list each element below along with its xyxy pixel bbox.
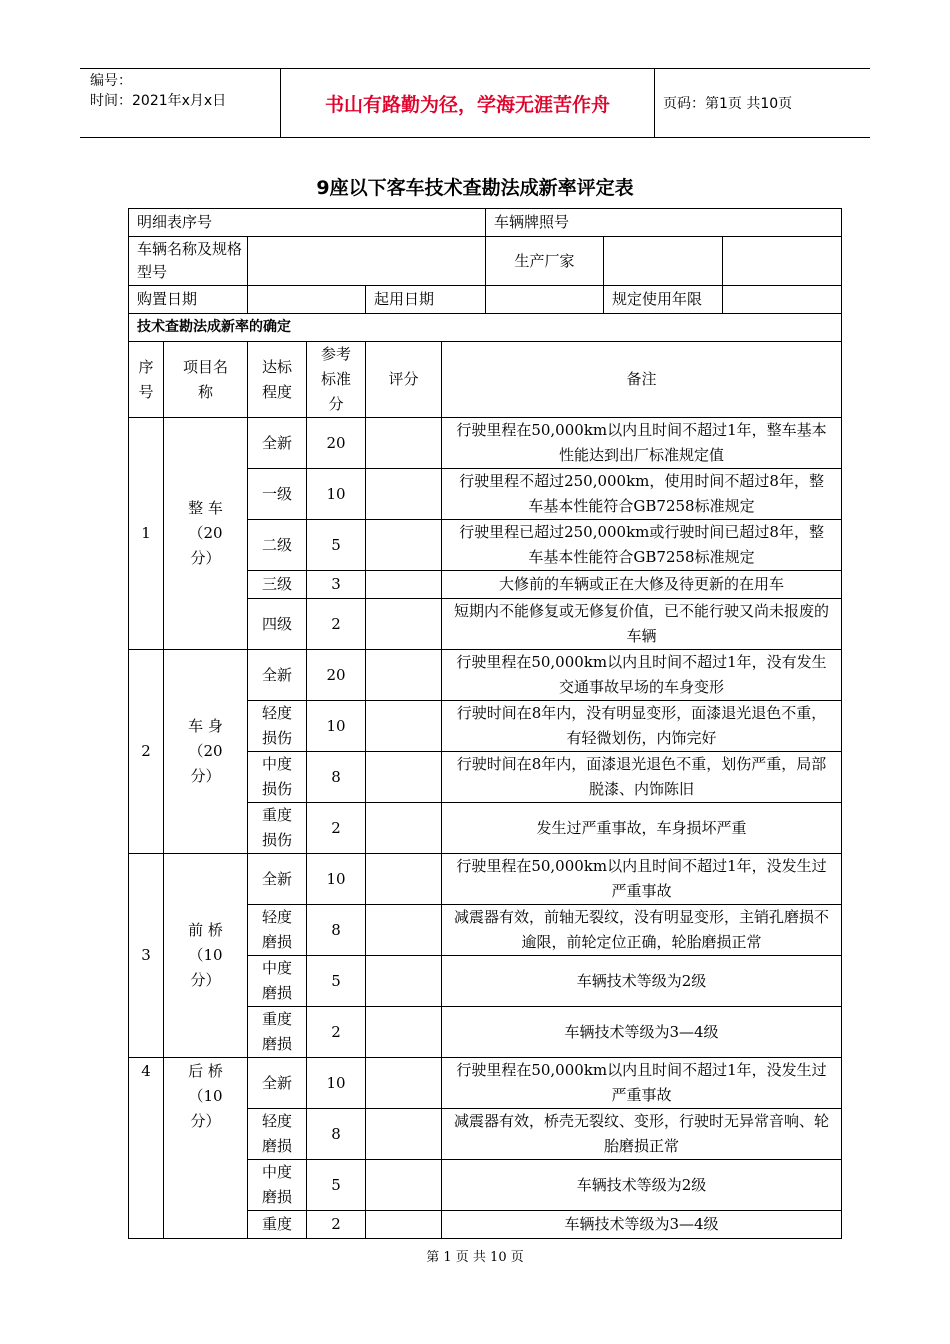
level-cell: 四级 — [248, 599, 307, 650]
score-input-cell — [366, 1109, 442, 1160]
time-label: 时间：2021年x月x日 — [90, 93, 227, 109]
col-score: 评分 — [366, 342, 442, 418]
group-points: （10分） — [188, 946, 223, 989]
group-name: 前 桥 — [188, 921, 223, 939]
score-row — [129, 418, 842, 469]
group-name: 整 车 — [188, 499, 223, 517]
start-date-value — [486, 286, 604, 314]
ref-score-cell: 10 — [307, 701, 366, 752]
vehicle-name-value — [248, 237, 486, 286]
score-input-cell — [366, 905, 442, 956]
remark-cell: 车辆技术等级为3—4级 — [442, 1007, 842, 1058]
page-header — [80, 68, 870, 138]
score-input-cell — [366, 418, 442, 469]
evaluation-table — [128, 208, 842, 1239]
level-cell: 中度磨损 — [248, 1160, 307, 1211]
group-no: 1 — [129, 418, 164, 650]
detail-no-label: 明细表序号 — [129, 209, 486, 237]
remark-cell: 发生过严重事故，车身损坏严重 — [442, 803, 842, 854]
score-input-cell — [366, 571, 442, 599]
remark-cell: 行驶里程在50,000km以内且时间不超过1年，没发生过严重事故 — [442, 854, 842, 905]
group-points: （10分） — [188, 1087, 223, 1130]
level-cell: 三级 — [248, 571, 307, 599]
header-slogan: 书山有路勤为径，学海无涯苦作舟 — [280, 69, 655, 137]
manufacturer-extra — [723, 237, 842, 286]
manufacturer-value — [604, 237, 723, 286]
remark-cell: 行驶里程已超过250,000km或行驶时间已超过8年，整车基本性能符合GB7258标准规定 — [442, 520, 842, 571]
vehicle-name-label: 车辆名称及规格型号 — [129, 237, 248, 286]
remark-cell: 行驶里程在50,000km以内且时间不超过1年，没有发生交通事故早场的车身变形 — [442, 650, 842, 701]
remark-cell: 减震器有效，前轴无裂纹，没有明显变形，主销孔磨损不逾限，前轮定位正确，轮胎磨损正常 — [442, 905, 842, 956]
group-no: 4 — [129, 1058, 164, 1239]
service-life-value — [723, 286, 842, 314]
plate-no-label: 车辆牌照号 — [486, 209, 842, 237]
ref-score-cell: 2 — [307, 1007, 366, 1058]
group-name-cell — [164, 418, 248, 650]
level-cell: 轻度磨损 — [248, 905, 307, 956]
info-row-2 — [129, 237, 842, 286]
remark-cell: 车辆技术等级为3—4级 — [442, 1211, 842, 1239]
level-cell: 一级 — [248, 469, 307, 520]
group-points: （20分） — [188, 524, 223, 567]
level-cell: 重度磨损 — [248, 1007, 307, 1058]
remark-cell: 行驶时间在8年内，面漆退光退色不重，划伤严重，局部脱漆、内饰陈旧 — [442, 752, 842, 803]
score-input-cell — [366, 803, 442, 854]
remark-cell: 行驶里程在50,000km以内且时间不超过1年，没发生过严重事故 — [442, 1058, 842, 1109]
col-ref: 参考标准分 — [307, 342, 366, 418]
ref-score-cell: 8 — [307, 905, 366, 956]
ref-score-cell: 8 — [307, 1109, 366, 1160]
score-input-cell — [366, 1160, 442, 1211]
level-cell: 全新 — [248, 650, 307, 701]
remark-cell: 行驶时间在8年内，没有明显变形，面漆退光退色不重，有轻微划伤，内饰完好 — [442, 701, 842, 752]
group-name-cell — [164, 650, 248, 854]
score-input-cell — [366, 1007, 442, 1058]
header-meta — [80, 69, 280, 137]
score-input-cell — [366, 520, 442, 571]
level-cell: 轻度磨损 — [248, 1109, 307, 1160]
level-cell: 中度损伤 — [248, 752, 307, 803]
col-no: 序号 — [129, 342, 164, 418]
score-input-cell — [366, 752, 442, 803]
group-name: 后 桥 — [188, 1062, 223, 1080]
level-cell: 全新 — [248, 854, 307, 905]
ref-score-cell: 8 — [307, 752, 366, 803]
remark-cell: 短期内不能修复或无修复价值，已不能行驶又尚未报废的车辆 — [442, 599, 842, 650]
col-remark: 备注 — [442, 342, 842, 418]
header-page-code: 页码：第1页 共10页 — [663, 96, 793, 112]
remark-cell: 车辆技术等级为2级 — [442, 1160, 842, 1211]
page-footer: 第 1 页 共 10 页 — [426, 1250, 524, 1265]
ref-score-cell: 2 — [307, 803, 366, 854]
section-title: 技术查勘法成新率的确定 — [129, 314, 842, 342]
document-title: 9座以下客车技术查勘法成新率评定表 — [316, 177, 634, 199]
ref-score-cell: 20 — [307, 418, 366, 469]
manufacturer-label: 生产厂家 — [486, 237, 604, 286]
purchase-date-value — [248, 286, 366, 314]
score-input-cell — [366, 599, 442, 650]
col-level: 达标程度 — [248, 342, 307, 418]
remark-cell: 大修前的车辆或正在大修及待更新的在用车 — [442, 571, 842, 599]
ref-score-cell: 5 — [307, 1160, 366, 1211]
column-header-row — [129, 342, 842, 418]
number-label: 编号： — [90, 73, 132, 89]
remark-cell: 车辆技术等级为2级 — [442, 956, 842, 1007]
group-no: 2 — [129, 650, 164, 854]
level-cell: 全新 — [248, 1058, 307, 1109]
ref-score-cell: 2 — [307, 1211, 366, 1239]
score-input-cell — [366, 854, 442, 905]
level-cell: 中度磨损 — [248, 956, 307, 1007]
ref-score-cell: 20 — [307, 650, 366, 701]
score-input-cell — [366, 956, 442, 1007]
group-name: 车 身 — [188, 717, 223, 735]
level-cell: 全新 — [248, 418, 307, 469]
group-name-cell — [164, 1058, 248, 1239]
remark-cell: 行驶里程不超过250,000km，使用时间不超过8年，整车基本性能符合GB7258标准规定 — [442, 469, 842, 520]
remark-cell: 减震器有效，桥壳无裂纹、变形，行驶时无异常音响、轮胎磨损正常 — [442, 1109, 842, 1160]
start-date-label: 起用日期 — [366, 286, 486, 314]
ref-score-cell: 2 — [307, 599, 366, 650]
score-input-cell — [366, 650, 442, 701]
info-row-3 — [129, 286, 842, 314]
purchase-date-label: 购置日期 — [129, 286, 248, 314]
score-row — [129, 854, 842, 905]
info-row-1 — [129, 209, 842, 237]
service-life-label: 规定使用年限 — [604, 286, 723, 314]
score-input-cell — [366, 1058, 442, 1109]
score-input-cell — [366, 1211, 442, 1239]
level-cell: 重度损伤 — [248, 803, 307, 854]
score-row — [129, 1058, 842, 1109]
level-cell: 二级 — [248, 520, 307, 571]
ref-score-cell: 5 — [307, 520, 366, 571]
remark-cell: 行驶里程在50,000km以内且时间不超过1年，整车基本性能达到出厂标准规定值 — [442, 418, 842, 469]
ref-score-cell: 10 — [307, 1058, 366, 1109]
score-row — [129, 650, 842, 701]
ref-score-cell: 10 — [307, 469, 366, 520]
section-row — [129, 314, 842, 342]
score-input-cell — [366, 469, 442, 520]
col-item: 项目名称 — [164, 342, 248, 418]
ref-score-cell: 5 — [307, 956, 366, 1007]
level-cell: 轻度损伤 — [248, 701, 307, 752]
score-input-cell — [366, 701, 442, 752]
ref-score-cell: 3 — [307, 571, 366, 599]
group-no: 3 — [129, 854, 164, 1058]
group-name-cell — [164, 854, 248, 1058]
group-points: （20分） — [188, 742, 223, 785]
ref-score-cell: 10 — [307, 854, 366, 905]
level-cell: 重度 — [248, 1211, 307, 1239]
